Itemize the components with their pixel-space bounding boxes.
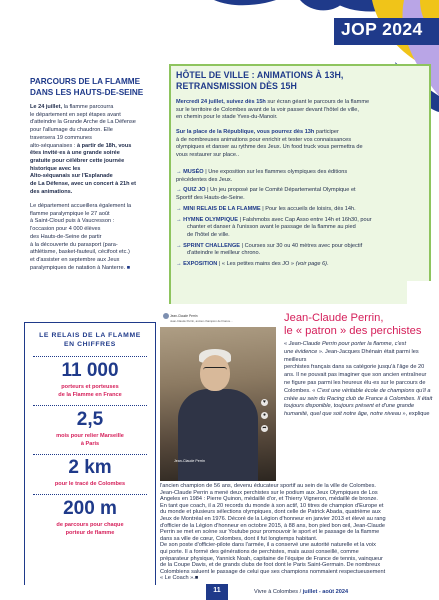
text-line: et d'assister en septembre aux Jeux — [30, 256, 120, 263]
text-line: Le département accueillera également la — [30, 203, 132, 209]
stat-label-line: porteur de flamme — [65, 529, 115, 536]
text-line: êtes invité·es à une grande soirée — [30, 150, 120, 157]
divider — [33, 356, 147, 357]
left-heading-line: DANS LES HAUTS-DE-SEINE — [30, 87, 144, 97]
text-line: ne figure pas parmi les heureux élu·es sur le parcours de — [284, 379, 426, 386]
text-line: sur le territoire de Colombes avant de la voir passer devant l'hôtel de ville, — [176, 106, 359, 113]
list-item-hymne — [176, 217, 426, 240]
left-heading-line: PARCOURS DE LA FLAMME — [30, 77, 141, 86]
text-line: humanité, quel que soit notre âge, notre niveau », explique — [284, 411, 430, 418]
stats-heading-line: LE RELAIS DE LA FLAMME — [39, 332, 141, 339]
heart-icon: ♥ — [261, 399, 268, 406]
stat-number: 2,5 — [76, 409, 104, 430]
publication-info: Vivre à Colombes / juillet - août 2024 — [254, 589, 349, 595]
text-line: En tant que coach, il a 20 records du monde à son actif, 10 titres de champion d'Europe et — [160, 502, 384, 509]
comment-icon: ● — [262, 412, 267, 418]
photo-caption: Jean-Claude Perrin, ancien champion de France… — [170, 319, 233, 323]
text-line: à de nombreuses animations pour enrichir et tester vos connaissances — [176, 136, 352, 143]
text-line: pour l'allumage du chaudron. Elle — [30, 127, 113, 134]
left-paragraph-2 — [30, 203, 185, 272]
text-line: athlétisme, basket-fauteuil, cécifoot etc.) — [30, 249, 130, 256]
left-paragraph-1 — [30, 104, 185, 196]
text-line: des Hauts-de-Seine de partir — [30, 233, 102, 240]
text-line: Le 24 juillet, la flamme parcourra — [30, 104, 114, 110]
stat-number: 2 km — [68, 457, 112, 478]
divider — [33, 494, 147, 495]
events-intro — [176, 99, 426, 122]
text-line: créée au sein du Racing club de France à Colombes. Il était — [284, 395, 433, 402]
text-line: le département en sept étapes avant — [30, 111, 121, 118]
text-line: traversera 19 communes — [30, 134, 92, 141]
text-line: → SPRINT CHALLENGE | Courses sur 30 ou 40 mètres avec pour objectif — [176, 242, 363, 249]
share-icon: ➦ — [262, 425, 267, 431]
text-line: de La Défense, avec un concert à 21h et — [30, 181, 137, 188]
text-line: De son poste d'officier-pilote dans l'armée, il a conservé une autorité naturelle et la voix — [160, 542, 376, 549]
list-item-exposition — [176, 261, 426, 269]
text-line: chanter et danser à l'unisson avant le passage de la flamme au pied — [187, 224, 356, 231]
stat-label-line: porteurs et porteuses — [61, 384, 119, 390]
stat-label — [24, 384, 156, 399]
events-place — [176, 129, 426, 160]
article-narrow-text — [284, 341, 434, 419]
text-line: → MUSÉO | Une exposition sur les flammes olympiques des éditions — [176, 169, 348, 175]
text-line: précédentes des Jeux. — [176, 176, 233, 183]
text-line: paralympiques de natation à Nanterre. ■ — [30, 264, 131, 271]
text-line: Jean-Claude Perrin a mené deux perchistes sur le podium aux Jeux Olympiques de Los — [160, 489, 378, 496]
text-line: alto-séquanaises : à partir de 18h, vous — [30, 142, 132, 149]
page-title: JOP 2024 — [341, 19, 423, 39]
events-heading — [176, 70, 426, 93]
photo-subtitle: Jean-Claude Perrin — [174, 459, 205, 463]
article-wide-text — [160, 483, 435, 582]
text-line: Perrin se met en scène sur Youtube pour promouvoir le sport et le passage de la flamme — [160, 529, 380, 536]
photo-author: Jean-Claude Perrin — [170, 314, 198, 318]
text-line: du monde et plusieurs sélections olympiques, dont celle de Patrick Abada, quatrième aux — [160, 509, 381, 516]
text-line: Alto-séquanais sur l'Esplanade — [30, 173, 113, 180]
text-line: olympiques et danser au rythme des Jeux. Un food truck vous permettra de — [176, 144, 363, 151]
photo-figure-face — [200, 355, 230, 391]
text-line: préparateur physique, Yannick Noah, capitaine de l'équipe de France de tennis, vainqueur — [160, 555, 383, 562]
text-line: → MINI RELAIS DE LA FLAMME | Pour les accueils de loisirs, dès 14h. — [176, 205, 356, 212]
text-line: l'ancien champion de 56 ans, devenu éducateur sportif au sein de la ville de Colombes. — [160, 483, 376, 489]
stat-label-line: mois pour relier Marseille — [56, 433, 124, 439]
text-line: l'occasion pour 4 000 élèves — [30, 226, 101, 233]
text-line: « Jean-Claude Perrin pour porter la flamme, c'est — [284, 341, 407, 347]
photo-figure-glasses — [203, 367, 227, 373]
text-line: → EXPOSITION | « Les petites mains des JO » (voir page 6). — [176, 261, 329, 268]
text-line: à Saint-Cloud puis à Vaucresson : — [30, 218, 115, 225]
text-line: Mercredi 24 juillet, suivez dès 15h sur écran géant le parcours de la flamme — [176, 99, 370, 105]
list-item-quiz — [176, 187, 426, 202]
photo-figure-body — [178, 389, 258, 481]
text-line: Sur la place de la République, vous pourrez dès 13h participer — [176, 129, 339, 135]
list-item-sprint — [176, 243, 426, 258]
stat-label-line: à Paris — [80, 440, 100, 447]
text-line: Angeles en 1984 : Pierre Quinon, médaillé d'or, et Thierry Vigneron, médaillé de bronze. — [160, 496, 378, 503]
text-line: Sportif des Hauts-de-Seine. — [176, 195, 245, 202]
stat-number: 11 000 — [61, 360, 119, 381]
list-item-mini-relais — [176, 206, 426, 214]
article-heading-line: Jean-Claude Perrin, — [284, 312, 384, 324]
stat-number: 200 m — [63, 498, 117, 519]
text-line: qui porte. Il a formé des générations de perchistes, mais aussi conseillé, comme — [160, 548, 359, 555]
stat-label — [24, 481, 156, 489]
text-line: → HYMNE OLYMPIQUE | Falshmobs avec Cap Asso entre 14h et 16h30, pour — [176, 216, 372, 223]
list-item-museo — [176, 169, 426, 184]
article-heading — [284, 312, 434, 338]
divider — [33, 454, 147, 455]
text-line: d'atteindre la Grande Arche de La Défense — [30, 119, 136, 126]
page-number: 11 — [213, 587, 221, 594]
text-line: historique avec les — [30, 165, 81, 172]
text-line: à la découverte du parasport (para- — [30, 241, 118, 248]
article-heading-line: le « patron » des perchistes — [284, 325, 422, 338]
text-line: gratuite pour célébrer cette journée — [30, 157, 125, 164]
photo-actions — [261, 399, 271, 438]
divider — [33, 405, 147, 406]
events-box-corner — [407, 281, 431, 305]
text-line: des animations. — [30, 188, 73, 195]
events-list — [176, 169, 426, 269]
text-line: d'officier de la Légion d'honneur en octobre 2015, à 88 ans, bon pied bon œil, Jean-Claude — [160, 522, 386, 529]
events-heading-line: RETRANSMISSION DÈS 15H — [176, 81, 297, 92]
text-line: flamme paralympique le 27 août — [30, 210, 110, 217]
text-line: Jeux de Montréal en 1976. Décoré de la Légion d'honneur en janvier 2013 et élevé au rang — [160, 515, 386, 522]
photo-post-header — [160, 309, 276, 327]
perrin-photo — [160, 309, 276, 481]
text-line: d'atteindre le meilleur chrono. — [187, 250, 261, 257]
text-line: une évidence ». Jean-Jacques Dhénain était parmi les meilleurs — [284, 348, 419, 363]
avatar — [163, 313, 169, 319]
stat-label — [24, 522, 156, 537]
text-line: ans. Il ne pouvait pas imaginer que son ancien entraîneur — [284, 372, 427, 379]
text-line: Colombes. « C'est une véritable école de champions qu'il a — [284, 387, 431, 394]
text-line: toujours disponible, toujours présent et d'une grande — [284, 403, 415, 410]
stat-label-line: pour le tracé de Colombes — [54, 481, 126, 487]
stats-heading — [24, 331, 156, 349]
stat-label-line: de parcours pour chaque — [56, 522, 124, 528]
stats-heading-line: EN CHIFFRES — [64, 341, 116, 348]
text-line: → QUIZ JO | Un jeu proposé par le Comité Départemental Olympique et — [176, 187, 356, 194]
text-line: « Le Coach ».■ — [160, 575, 199, 582]
text-line: de la Coupe Davis, et de grands clubs de foot dont le Paris Saint-Germain. De nombreux — [160, 562, 381, 569]
stat-label — [24, 433, 156, 448]
text-line: dans sa ville de cœur, Colombes, dont il fut longtemps habitant. — [160, 535, 318, 542]
text-line: perchistes français dans sa catégorie jusqu'à l'âge de 20 — [284, 364, 425, 371]
left-heading — [30, 77, 185, 99]
text-line: vous restaurer sur place.. — [176, 152, 240, 159]
text-line: de l'hôtel de ville. — [187, 231, 230, 238]
stat-label-line: de la Flamme en France — [58, 391, 122, 398]
events-heading-line: HÔTEL DE VILLE : ANIMATIONS À 13H, — [176, 70, 344, 80]
text-line: Colombiens saluent le passage de celui que ses champions nommaient respectueusement — [160, 568, 386, 575]
text-line: en chemin pour le stade Yves-du-Manoir. — [176, 114, 278, 121]
